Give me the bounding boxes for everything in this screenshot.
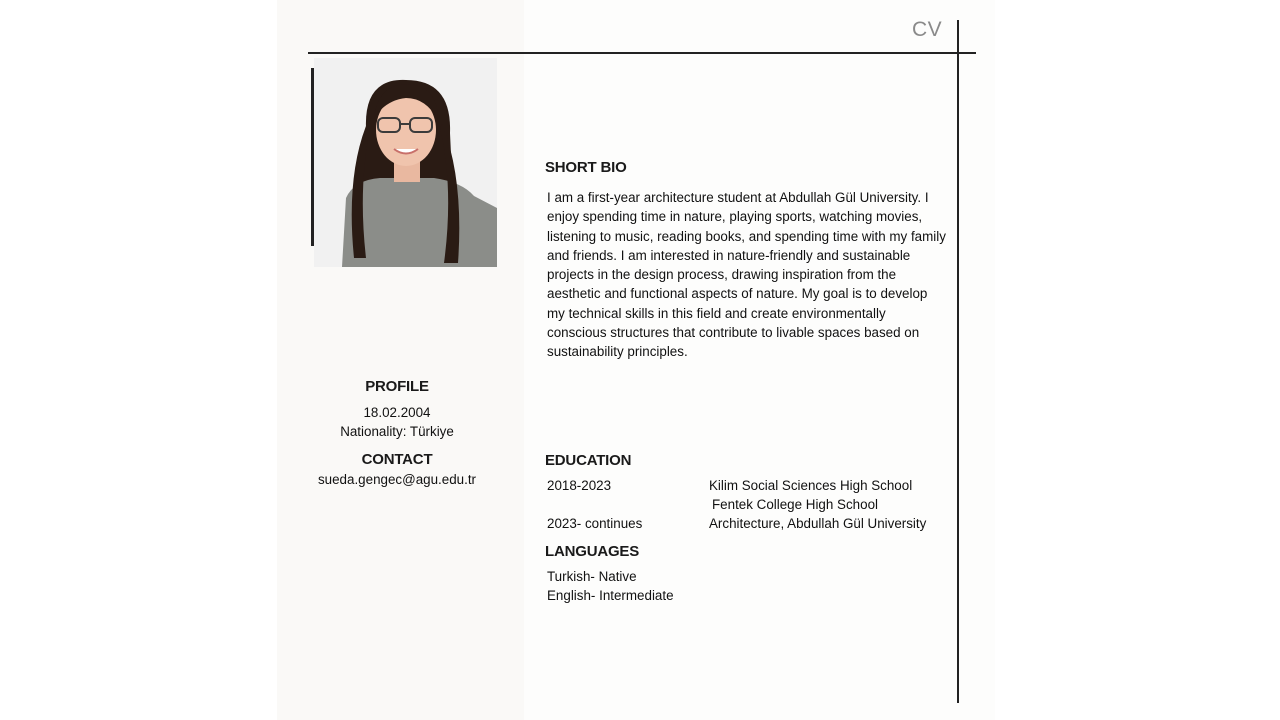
portrait-illustration: [314, 58, 497, 267]
birth-date: 18.02.2004: [363, 405, 431, 420]
profile-photo: [314, 58, 497, 267]
languages-heading: LANGUAGES: [545, 543, 640, 560]
language-item: English- Intermediate: [547, 588, 674, 603]
education-years: 2018-2023: [547, 478, 612, 493]
education-school: Architecture, Abdullah Gül University: [709, 516, 927, 531]
nationality: Nationality: Türkiye: [340, 424, 454, 439]
profile-heading: PROFILE: [365, 378, 429, 395]
contact-heading: CONTACT: [361, 451, 433, 468]
short-bio-text: I am a first-year architecture student at Abdullah Gül University. I enjoy spending time in nature, playing sports, watching movies, listening to music, reading books, and spending time with my family and friends. I am interested in nature-friendly and sustainable projects in the design process, drawing inspiration from the aesthetic and functional aspects of nature. My goal is to develop my technical skills in this field and create environmentally conscious structures that contribute to livable spaces based on sustainability principles.: [547, 190, 946, 360]
education-school: Fentek College High School: [712, 497, 878, 512]
education-years: 2023- continues: [547, 516, 643, 531]
email: sueda.gengec@agu.edu.tr: [317, 472, 477, 487]
horizontal-divider: [308, 52, 976, 54]
short-bio-heading: SHORT BIO: [545, 159, 627, 176]
cv-label: CV: [912, 18, 943, 41]
education-school: Kilim Social Sciences High School: [709, 478, 913, 493]
language-item: Turkish- Native: [547, 569, 637, 584]
vertical-divider: [957, 20, 959, 703]
education-heading: EDUCATION: [545, 452, 632, 469]
